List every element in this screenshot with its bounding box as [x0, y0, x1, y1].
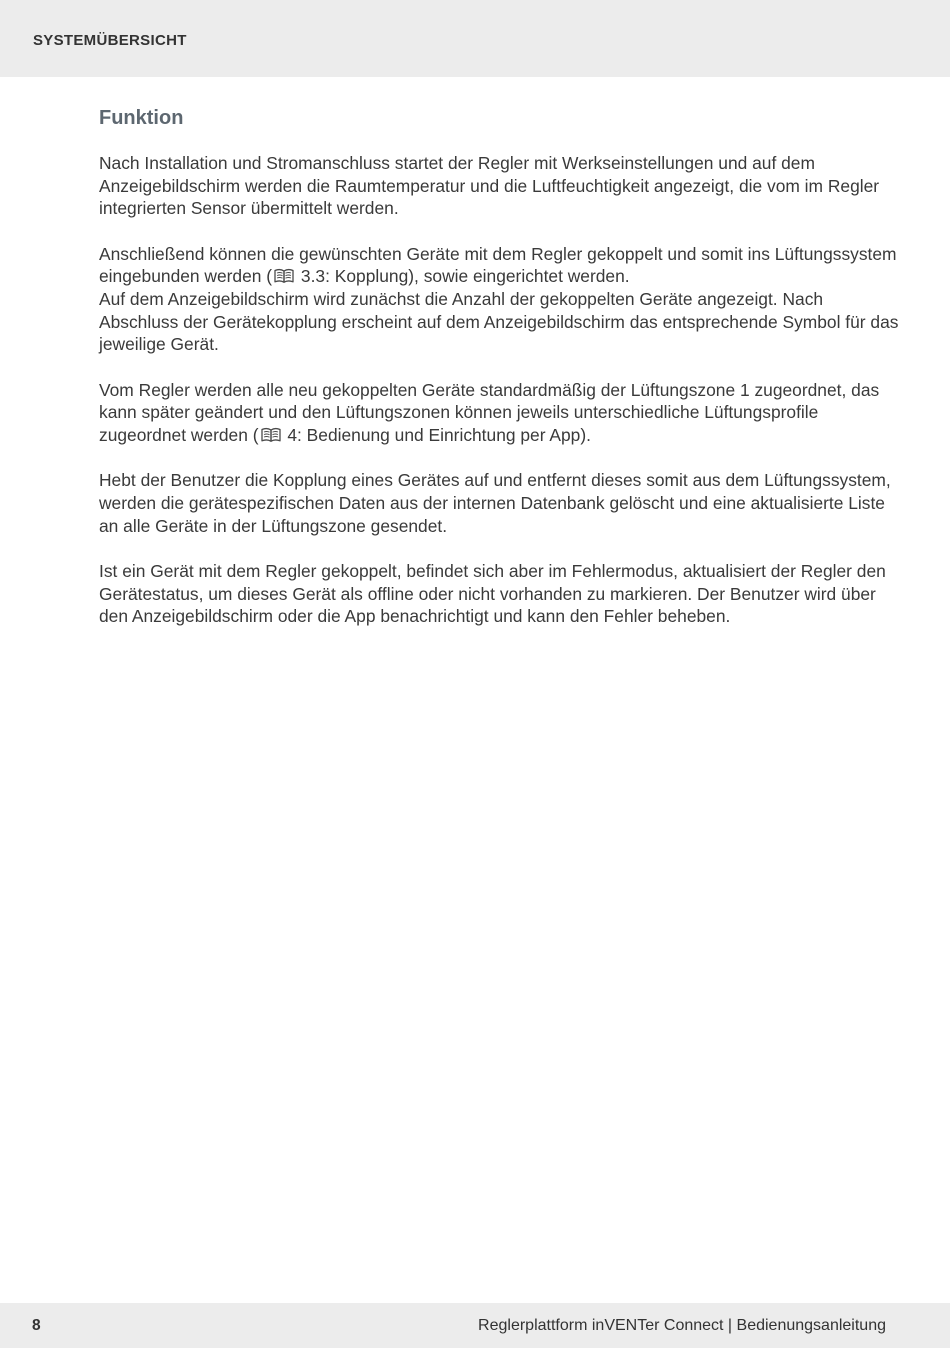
- paragraph-intro: Nach Installation und Stromanschluss startet der Regler mit Werkseinstellungen und auf dem Anzeigebildschirm werden die Raumtemperatur und die Luftfeuchtigkeit angezeigt, die vom im Regler integrierten Sensor übermittelt werden.: [99, 153, 880, 219]
- book-icon: [273, 268, 295, 284]
- section-title: SYSTEMÜBERSICHT: [33, 32, 187, 49]
- paragraph-coupling-reference: 3.3: Kopplung), sowie eingerichtet werden.: [296, 266, 630, 287]
- document-title: Reglerplattform inVENTer Connect | Bedienungsanleitung: [478, 1317, 886, 1334]
- paragraph-zones: [99, 379, 899, 447]
- paragraph-coupling: [99, 243, 899, 357]
- paragraph-zones-reference: 4: Bedienung und Einrichtung per App).: [282, 425, 591, 446]
- main-content: [99, 104, 899, 650]
- book-icon: [260, 427, 282, 443]
- paragraph-error-mode: Ist ein Gerät mit dem Regler gekoppelt, befindet sich aber im Fehlermodus, aktualisiert der Regler den Gerätestatus, um dieses Gerät als offline oder nicht vorhanden zu markieren. Der Benutzer wird über den Anzeigebildschirm oder die App benachrichtigt und kann den Fehler beheben.: [99, 560, 886, 627]
- paragraph-coupling-text: Anschließend können die gewünschten Geräte mit dem Regler gekoppelt und somit ins Lüftungssystem eingebunden werden (: [99, 243, 897, 287]
- paragraph-zones-text: Vom Regler werden alle neu gekoppelten Geräte standardmäßig der Lüftungszone 1 zugeordnet, das kann später geändert und den Lüftungszonen können jeweils unterschiedliche Lüftungsprofile zugeordnet werden (: [99, 379, 880, 446]
- page-heading: Funktion: [99, 107, 184, 129]
- page-number: 8: [32, 1317, 41, 1334]
- paragraph-decoupling: Hebt der Benutzer die Kopplung eines Gerätes auf und entfernt dieses somit aus dem Lüftungssystem, werden die gerätespezifischen Daten aus der internen Datenbank gelöscht und eine aktualisierte Liste an alle Geräte in der Lüftungszone gesendet.: [99, 470, 891, 536]
- paragraph-coupling-display: Auf dem Anzeigebildschirm wird zunächst die Anzahl der gekoppelten Geräte angezeigt. Nach Abschluss der Gerätekopplung erscheint auf dem Anzeigebildschirm das entsprechende Symbol für das jeweilige Gerät.: [99, 289, 899, 355]
